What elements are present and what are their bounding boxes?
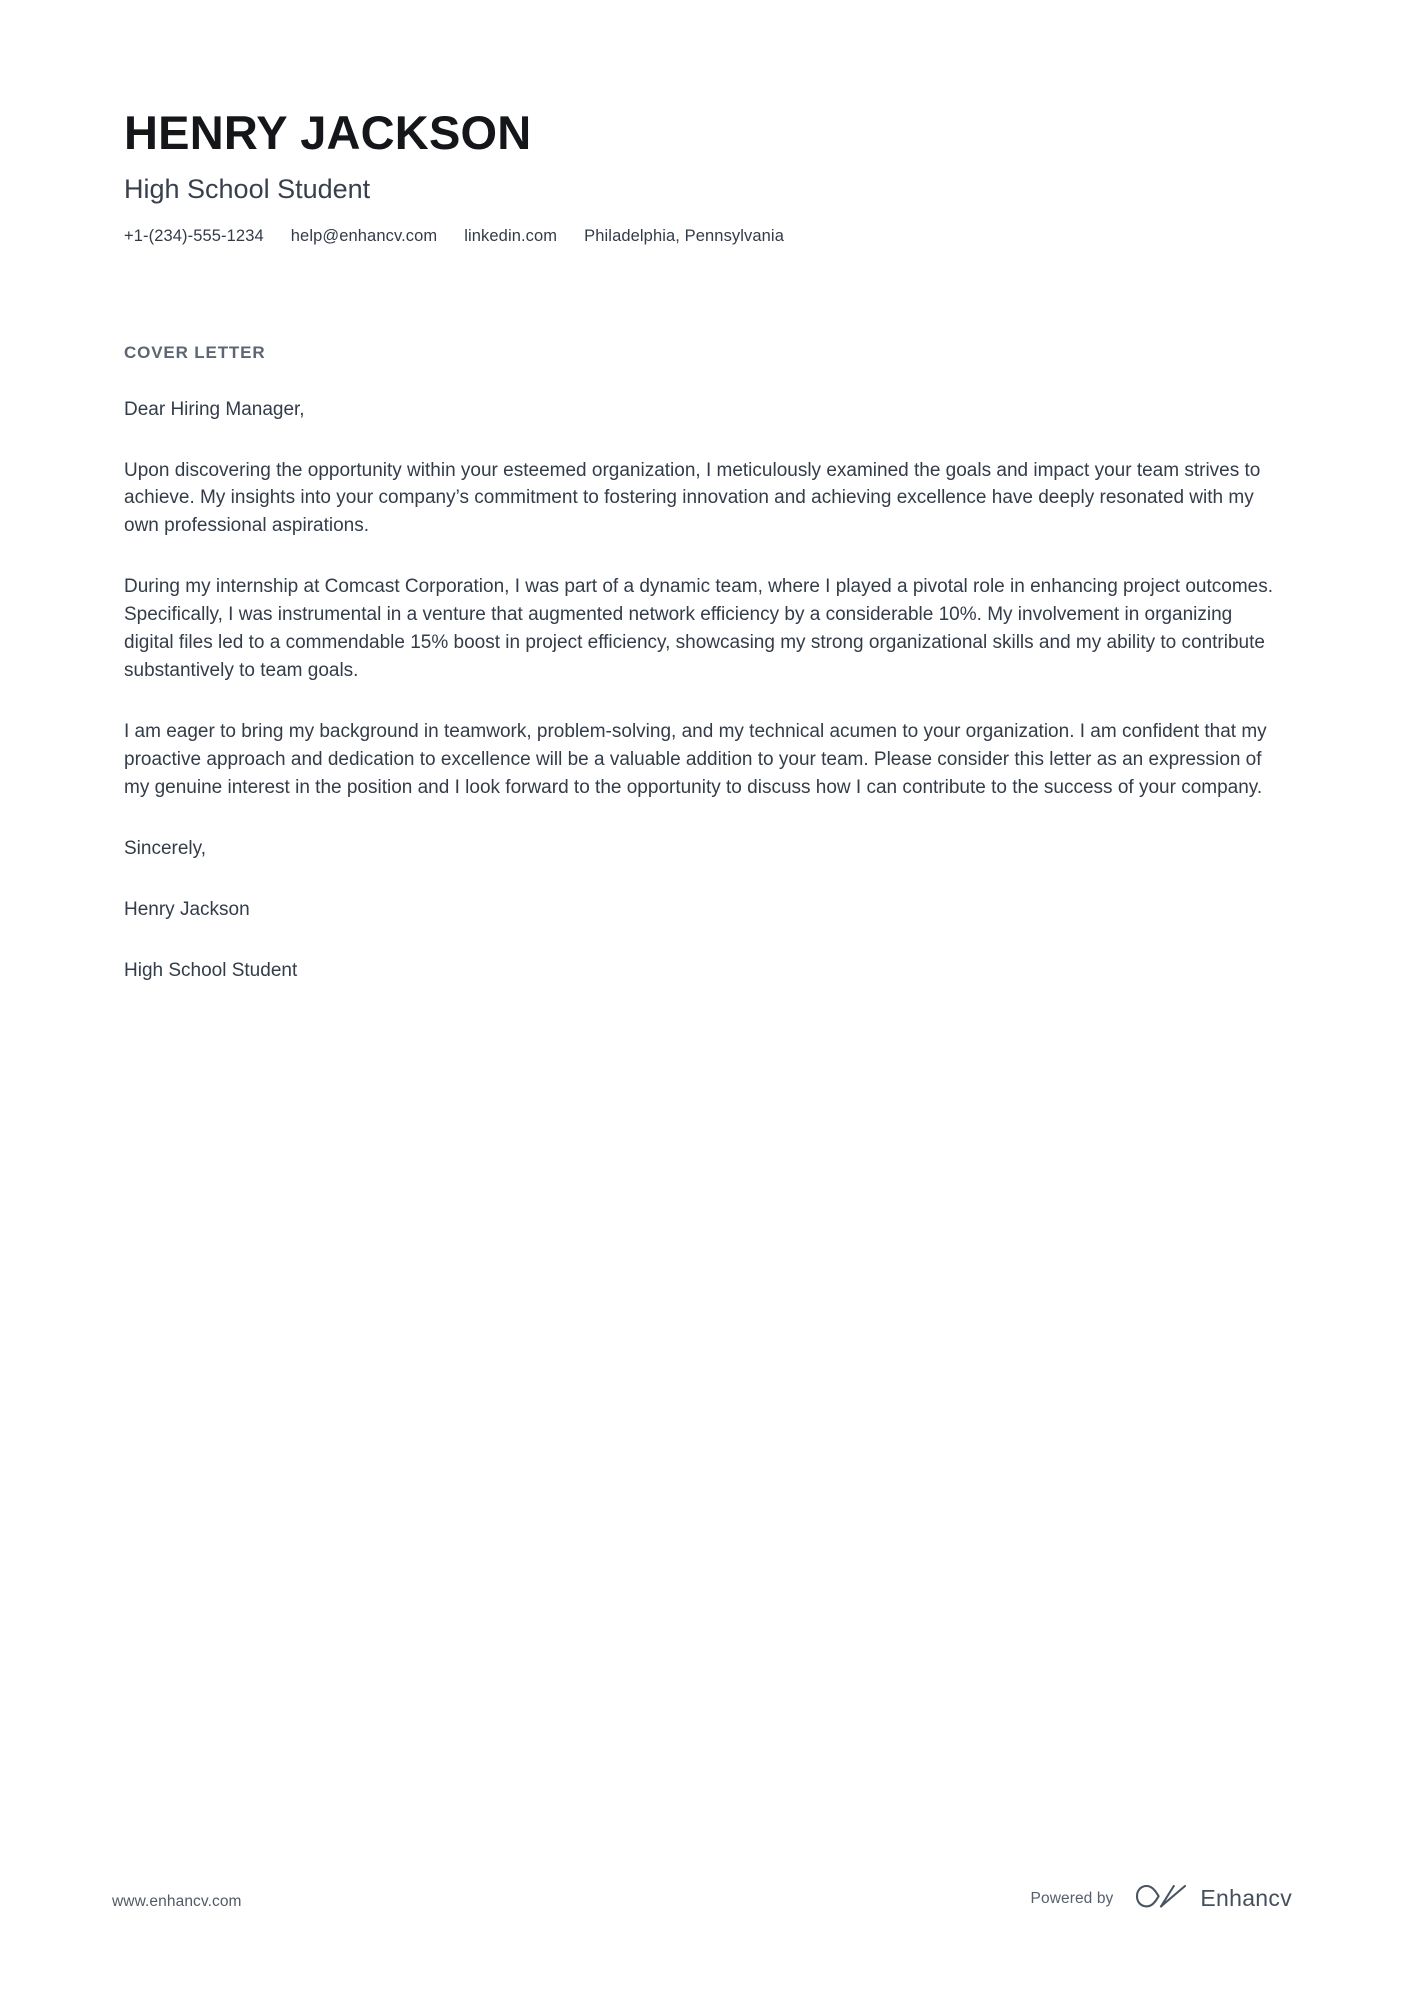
powered-by-block xyxy=(1031,1882,1292,1915)
signature-name: Henry Jackson xyxy=(124,898,250,920)
enhancv-infinity-logo-icon xyxy=(1135,1882,1187,1915)
paragraph-intro: Upon discovering the opportunity within your esteemed organization, I meticulously examined the goals and impact your team strives to achieve. My insights into your company’s commitment to fostering innovation and achieving excellence have deeply resonated with my own professional aspirations. xyxy=(124,459,1261,537)
letter-header xyxy=(124,108,1294,246)
candidate-job-title: High School Student xyxy=(124,173,371,204)
contact-phone: +1-(234)-555-1234 xyxy=(124,227,264,246)
closing-word: Sincerely, xyxy=(124,837,207,859)
paragraph-closing-pitch: I am eager to bring my background in teamwork, problem-solving, and my technical acumen to your organization. I am confident that my proactive approach and dedication to excellence will be a valuable addition to your team. Please consider this letter as an expression of my genuine interest in the position and I look forward to the opportunity to discuss how I can contribute to the success of your company. xyxy=(124,721,1267,798)
cover-letter-body xyxy=(124,343,1281,985)
signature-title: High School Student xyxy=(124,959,298,981)
contact-location: Philadelphia, Pennsylvania xyxy=(584,227,784,246)
section-heading-cover-letter: COVER LETTER xyxy=(124,343,266,362)
enhancv-brand[interactable] xyxy=(1135,1882,1292,1915)
contact-linkedin[interactable]: linkedin.com xyxy=(464,227,558,246)
enhancv-brand-name: Enhancv xyxy=(1200,1885,1292,1911)
page-footer xyxy=(0,1875,1410,1995)
candidate-name: HENRY JACKSON xyxy=(124,106,532,159)
paragraph-experience: During my internship at Comcast Corporation, I was part of a dynamic team, where I played a pivotal role in enhancing project outcomes. Specifically, I was instrumental in a venture that augmented network efficiency by a considerable 10%. My involvement in organizing digital files led to a commendable 15% boost in project efficiency, showcasing my strong organizational skills and my ability to contribute substantively to team goals. xyxy=(124,576,1274,682)
salutation: Dear Hiring Manager, xyxy=(124,399,305,420)
contact-details xyxy=(124,227,1294,246)
footer-website-url[interactable]: www.enhancv.com xyxy=(112,1893,242,1910)
powered-by-label: Powered by xyxy=(1030,1889,1114,1907)
contact-email[interactable]: help@enhancv.com xyxy=(290,227,438,246)
